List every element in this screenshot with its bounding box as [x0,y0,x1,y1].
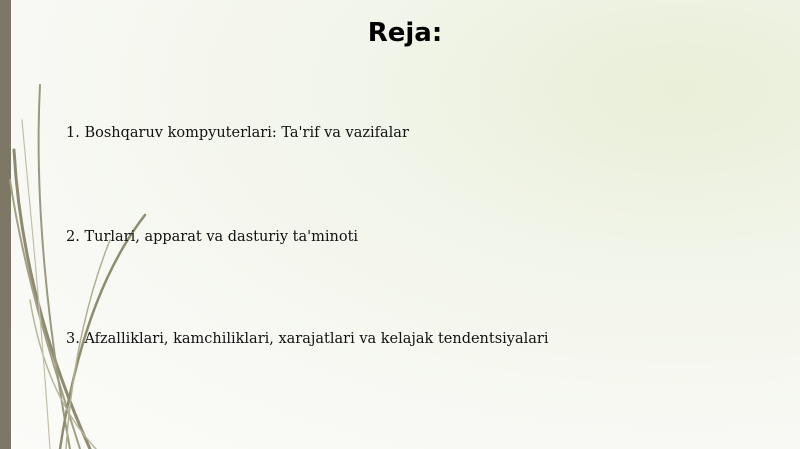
plan-item-1: 1. Boshqaruv kompyuterlari: Ta'rif va vazifalar [66,125,409,141]
grass-blades-icon [0,0,200,449]
plan-item-2: 2. Turlari, apparat va dasturiy ta'minoti [66,229,359,245]
left-accent-bar [0,0,11,449]
slide-title: Reja: [367,18,443,48]
plan-item-3: 3. Afzalliklari, kamchiliklari, xarajatlari va kelajak tendentsiyalari [66,331,549,347]
